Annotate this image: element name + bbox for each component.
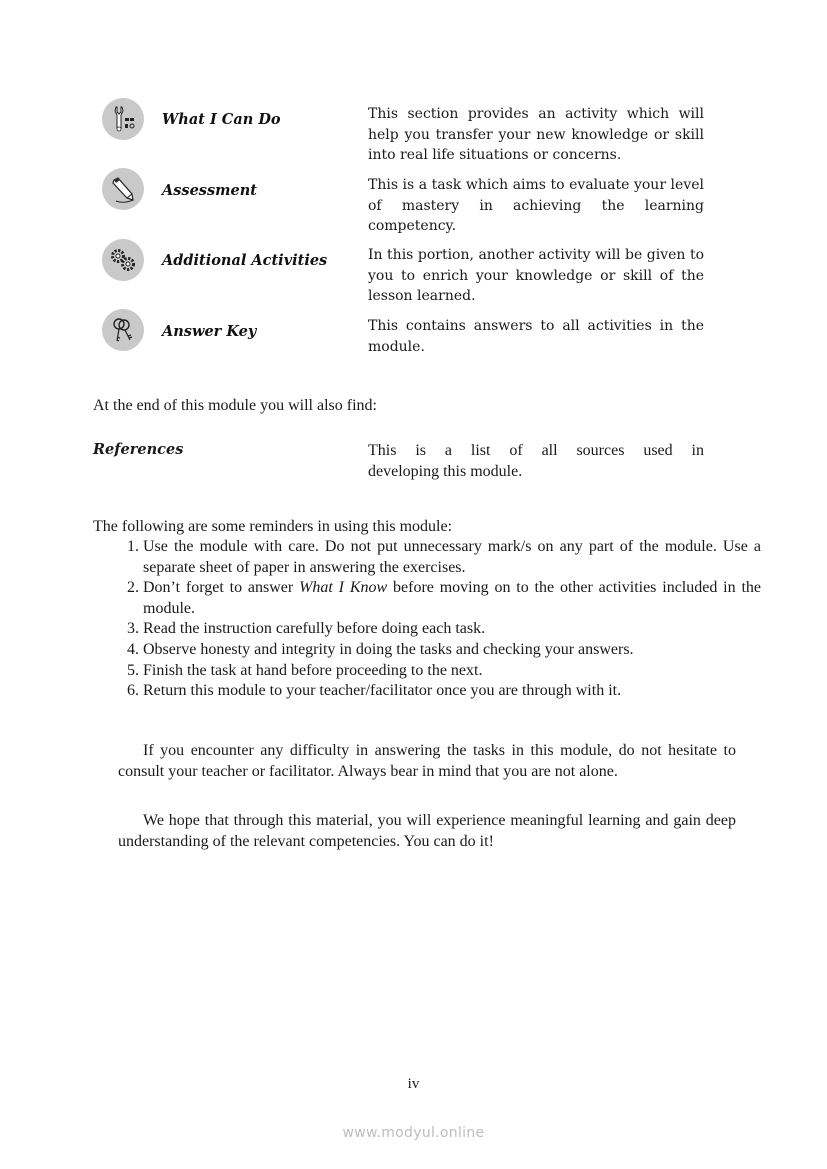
keys-icon: [102, 309, 144, 351]
closing-paragraph-2: We hope that through this material, you will experience meaningful learning and gain deep understanding of the relevant competencies. You can do it!: [118, 812, 736, 850]
section-label: Assessment: [162, 182, 257, 199]
reminder-item: 2. Don’t forget to answer What I Know before moving on to the other activities included in the module.: [143, 578, 761, 619]
section-description: This section provides an activity which will help you transfer your new knowledge or skill into real life situations or concerns.: [368, 106, 704, 163]
gears-icon: [102, 239, 144, 281]
section-description: This contains answers to all activities in the module.: [368, 318, 704, 355]
reminders-list: [118, 537, 761, 702]
pencil-icon: [102, 168, 144, 210]
reminder-item: 4. Observe honesty and integrity in doing the tasks and checking your answers.: [143, 640, 761, 661]
watermark: www.modyul.online: [342, 1125, 485, 1141]
section-label: Additional Activities: [162, 252, 328, 269]
references-description-line2: developing this module.: [368, 463, 523, 480]
references-label: References: [93, 441, 184, 458]
closing-paragraph-1: If you encounter any difficulty in answering the tasks in this module, do not hesitate to consult your teacher or facilitator. Always bear in mind that you are not alone.: [118, 742, 736, 780]
reminder-item: 1. Use the module with care. Do not put unnecessary mark/s on any part of the module. Use a separate sheet of paper in answering the exercises.: [143, 537, 761, 578]
reminder-item: 5. Finish the task at hand before proceeding to the next.: [143, 661, 761, 682]
section-label: Answer Key: [162, 323, 257, 340]
what-i-know-reference: What I Know: [299, 579, 388, 597]
reminders-intro: The following are some reminders in using this module:: [93, 518, 453, 535]
end-of-module-intro: At the end of this module you will also find:: [93, 397, 377, 414]
references-description: [368, 440, 704, 482]
references-description-line1: This is a list of all sources used in: [368, 442, 704, 459]
section-description: This is a task which aims to evaluate your level of mastery in achieving the learning competency.: [368, 177, 704, 234]
tools-icon: [102, 98, 144, 140]
section-label: What I Can Do: [162, 111, 281, 128]
reminder-item: 3. Read the instruction carefully before doing each task.: [143, 619, 761, 640]
reminder-item: 6. Return this module to your teacher/facilitator once you are through with it.: [143, 681, 761, 702]
page-number: iv: [407, 1076, 420, 1092]
section-description: In this portion, another activity will be given to you to enrich your knowledge or skill of the lesson learned.: [368, 247, 704, 304]
